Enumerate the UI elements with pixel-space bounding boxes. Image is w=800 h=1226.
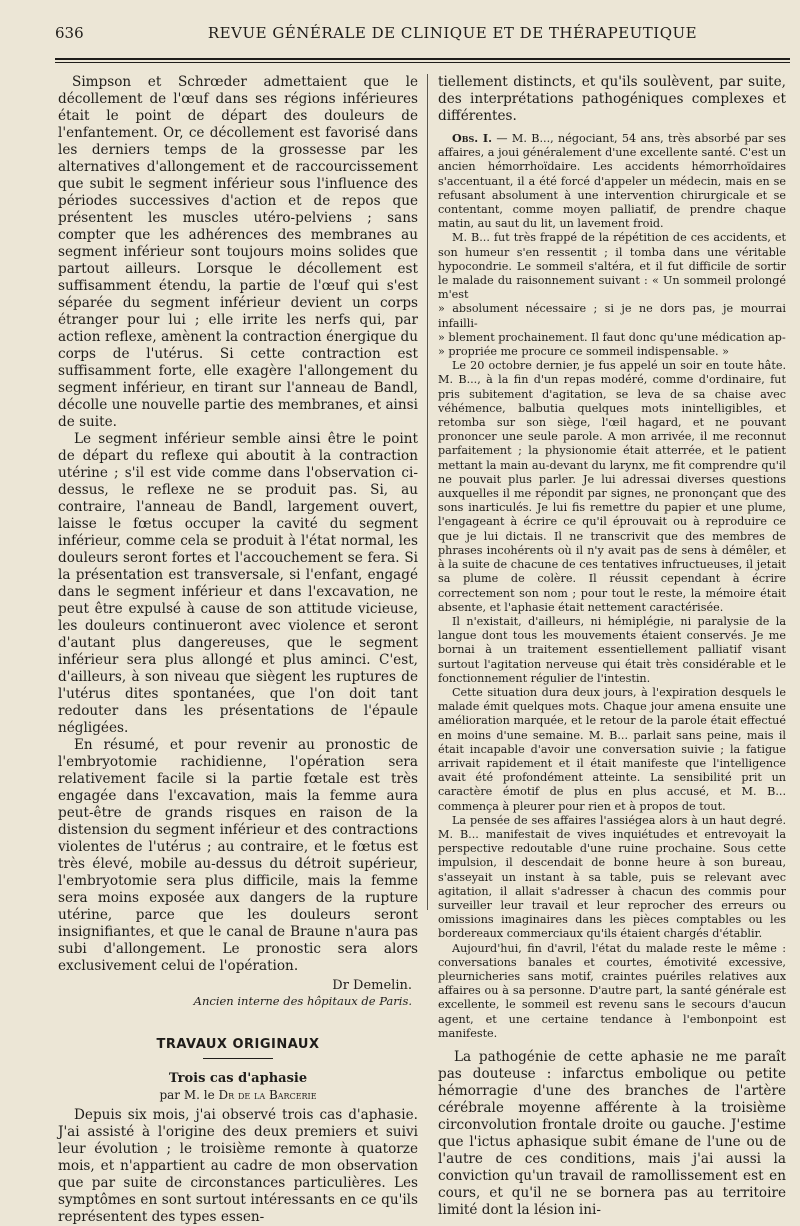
paragraph: En résumé, et pour revenir au pronostic de l'embryotomie rachidienne, l'opération sera relativement facile si la partie fœtale est très engagée dans l'excavation, mais la femme aura peut-être de grands risques en raison de la distension du segment inférieur et des contractions violentes de l'utérus ; au contraire, et le fœtus est très élevé, mobile au-dessus du détroit supérieur, l'embryotomie sera plus difficile, mais la femme sera moins exposée aux dangers de la rupture utérine, parce que les douleurs seront insignifiantes, et que le canal de Braune n'aura pas subi d'allongement. Le pronostic sera alors exclusivement celui de l'opération. xyxy=(58,737,418,974)
header-rule-thin xyxy=(55,62,790,63)
page-header xyxy=(55,24,780,54)
article-byline xyxy=(58,1088,418,1103)
article-title: Trois cas d'aphasie xyxy=(168,1071,308,1086)
quote-line: « Un sommeil prolongé m'est xyxy=(438,274,786,302)
byline-author: Dr de la Barcerie xyxy=(218,1088,317,1102)
continuation-paragraph: tiellement distincts, et qu'ils soulèvent, par suite, des interprétations pathogéniques complexes et différentes. xyxy=(438,74,786,124)
section-rule xyxy=(203,1058,273,1059)
author-affiliation: Ancien interne des hôpitaux de Paris. xyxy=(193,994,412,1008)
page-number: 636 xyxy=(55,24,84,42)
quote-line: » blement prochainement. Il faut donc qu'une médication ap- xyxy=(438,330,786,344)
quote-line: » absolument nécessaire ; si je ne dors pas, je mourrai infailli- xyxy=(438,302,786,330)
header-rule xyxy=(55,58,790,60)
left-column xyxy=(58,74,418,1225)
observation-paragraph: Aujourd'hui, fin d'avril, l'état du malade reste le même : conversations banales et courtes, émotivité excessive, pleurnicheries sans motif, craintes puériles relatives aux affaires ou à sa personne. D'autre part, la santé générale est excellente, le sommeil est revenu sans le secours d'aucun agent, et une certaine tendance à l'embonpoint est manifeste. xyxy=(438,941,786,1040)
observation-text: M. B... fut très frappé de la répétition de ces accidents, et son humeur s'en ressentit ; il tomba dans une véritable hypocondrie. Le sommeil s'altéra, et il fut difficile de sortir le malade du raisonnement suivant : xyxy=(438,231,786,288)
article-intro: Depuis six mois, j'ai observé trois cas d'aphasie. J'ai assisté à l'origine des deux premiers et suivi leur évolution ; le troisième remonte à quatorze mois, et n'appartient au cadre de mon observation que par suite de circonstances particulières. Les symptômes en sont surtout intéressants en ce qu'ils représentent des types essen- xyxy=(58,1107,418,1225)
running-title: REVUE GÉNÉRALE DE CLINIQUE ET DE THÉRAPEUTIQUE xyxy=(207,24,698,42)
paragraph: Simpson et Schrœder admettaient que le décollement de l'œuf dans ses régions inférieures était le point de départ des douleurs de l'enfantement. Or, ce décollement est favorisé dans les derniers temps de la grossesse par les alternatives d'allongement et de raccourcissement que subit le segment inférieur sous l'influence des périodes successives d'action et de repos que présentent les muscles utéro-pelviens ; sans compter que les adhérences des membranes au segment inférieur sont toujours moins solides que partout ailleurs. Lorsque le décollement est suffisamment étendu, la partie de l'œuf qui s'est séparée du segment inférieur devient un corps étranger pour lui ; elle irrite les nerfs qui, par action reflexe, amènent la contraction énergique du corps de l'utérus. Si cette contraction est suffisamment forte, elle exagère l'allongement du segment inférieur, en tirant sur l'anneau de Bandl, décolle une nouvelle partie des membranes, et ainsi de suite. xyxy=(58,74,418,430)
observation-paragraph: Cette situation dura deux jours, à l'expiration desquels le malade émit quelques mots. Chaque jour amena ensuite une amélioration marquée, et le retour de la parole était effectué en moins d'une semaine. M. B... parlait sans peine, mais il était incapable d'avoir une conversation suivie ; la fatigue arrivait rapidement et il était manifeste que l'intelligence avait été profondément atteinte. La sensibilité prit un caractère émotif de plus en plus accusé, et M. B... commença à pleurer pour rien et à propos de tout. xyxy=(438,685,786,813)
author-signature: Dr Demelin. xyxy=(332,978,412,993)
right-column xyxy=(438,74,786,1218)
observation-paragraph xyxy=(438,131,786,231)
observation-label: Obs. I. xyxy=(452,131,492,145)
quote-line: » propriée me procure ce sommeil indispensable. » xyxy=(438,345,730,359)
closing-paragraph: La pathogénie de cette aphasie ne me paraît pas douteuse : infarctus embolique ou petite hémorragie d'une des branches de l'artère cérébrale moyenne afférente à la troisième circonvolution frontale droite ou gauche. J'estime que l'ictus aphasique subit émane de l'une ou de l'autre de ces conditions, mais j'ai aussi la conviction qu'un travail de ramollissement est en cours, et qu'il ne se bornera pas au territoire limité dont la lésion ini- xyxy=(438,1049,786,1218)
paragraph: Le segment inférieur semble ainsi être le point de départ du reflexe qui aboutit à la contraction utérine ; s'il est vide comme dans l'observation ci-dessus, le reflexe ne se produit pas. Si, au contraire, l'anneau de Bandl, largement ouvert, laisse le fœtus occuper la cavité du segment inférieur, comme cela se produit à l'état normal, les douleurs seront fortes et l'accouchement se fera. Si la présentation est transversale, si l'enfant, engagé dans le segment inférieur et dans l'excavation, ne peut être expulsé à cause de son attitude vicieuse, les douleurs continueront avec violence et seront d'autant plus dangereuses, que le segment inférieur sera plus allongé et plus aminci. C'est, d'ailleurs, à son niveau que siègent les ruptures de l'utérus dites spontanées, que l'on doit tant redouter dans les présentations de l'épaule négligées. xyxy=(58,431,418,736)
column-divider xyxy=(427,74,428,910)
observation-paragraph: Le 20 octobre dernier, je fus appelé un soir en toute hâte. M. B..., à la fin d'un repas modéré, comme d'ordinaire, fut pris subitement d'agitation, se leva de sa chaise avec véhémence, balbutia quelques mots inintelligibles, et retomba sur son siège, l'œil hagard, et ne pouvant prononcer une seule parole. A mon arrivée, il me reconnut parfaitement ; la physionomie était atterrée, et le patient mettant la main au-devant du larynx, me fit comprendre qu'il ne pouvait plus parler. Je lui adressai diverses questions auxquelles il me répondit par signes, ne prononçant que des sons inarticulés. Je lui fis remettre du papier et une plume, l'engageant à écrire ce qu'il éprouvait ou à reproduire ce que je lui dictais. Il ne transcrivit que des membres de phrases incohérents où il n'y avait pas de sens à démêler, et à la suite de chacune de ces tentatives infructueuses, il jetait sa plume de colère. Il réussit cependant à écrire correctement son nom ; pour tout le reste, la mémoire était absente, et l'aphasie était nettement caractérisée. xyxy=(438,359,786,614)
section-title: TRAVAUX ORIGINAUX xyxy=(156,1037,320,1052)
observation-text: — M. B..., négociant, 54 ans, très absorbé par ses affaires, a joui généralement d'une excellente santé. C'est un ancien hémorrhoïdaire. Les accidents hémorrhoïdaires s'accentuant, il a été forcé d'appeler un médecin, mais en se refusant absolument à une intervention chirurgicale et se contentant, comme moyen palliatif, de prendre chaque matin, au saut du lit, un lavement froid. xyxy=(438,132,786,231)
observation-paragraph: Il n'existait, d'ailleurs, ni hémiplégie, ni paralysie de la langue dont tous les mouvements étaient conservés. Je me bornai à un traitement essentiellement palliatif visant surtout l'agitation nerveuse qui était très considérable et le fonctionnement régulier de l'intestin. xyxy=(438,614,786,685)
observation-paragraph: La pensée de ses affaires l'assiégea alors à un haut degré. M. B... manifestait de vives inquiétudes et entrevoyait la perspective redoutable d'une ruine prochaine. Sous cette impulsion, il descendait de bonne heure à son bureau, s'asseyait un instant à sa table, puis se relevant avec agitation, il allait s'adresser à chacun des commis pour surveiller leur travail et leur reprocher des erreurs ou omissions imaginaires dans les pièces comptables ou les bordereaux commerciaux qu'ils étaient chargés d'établir. xyxy=(438,813,786,941)
observation-paragraph xyxy=(438,231,786,302)
byline-prefix: par M. le xyxy=(159,1088,215,1102)
